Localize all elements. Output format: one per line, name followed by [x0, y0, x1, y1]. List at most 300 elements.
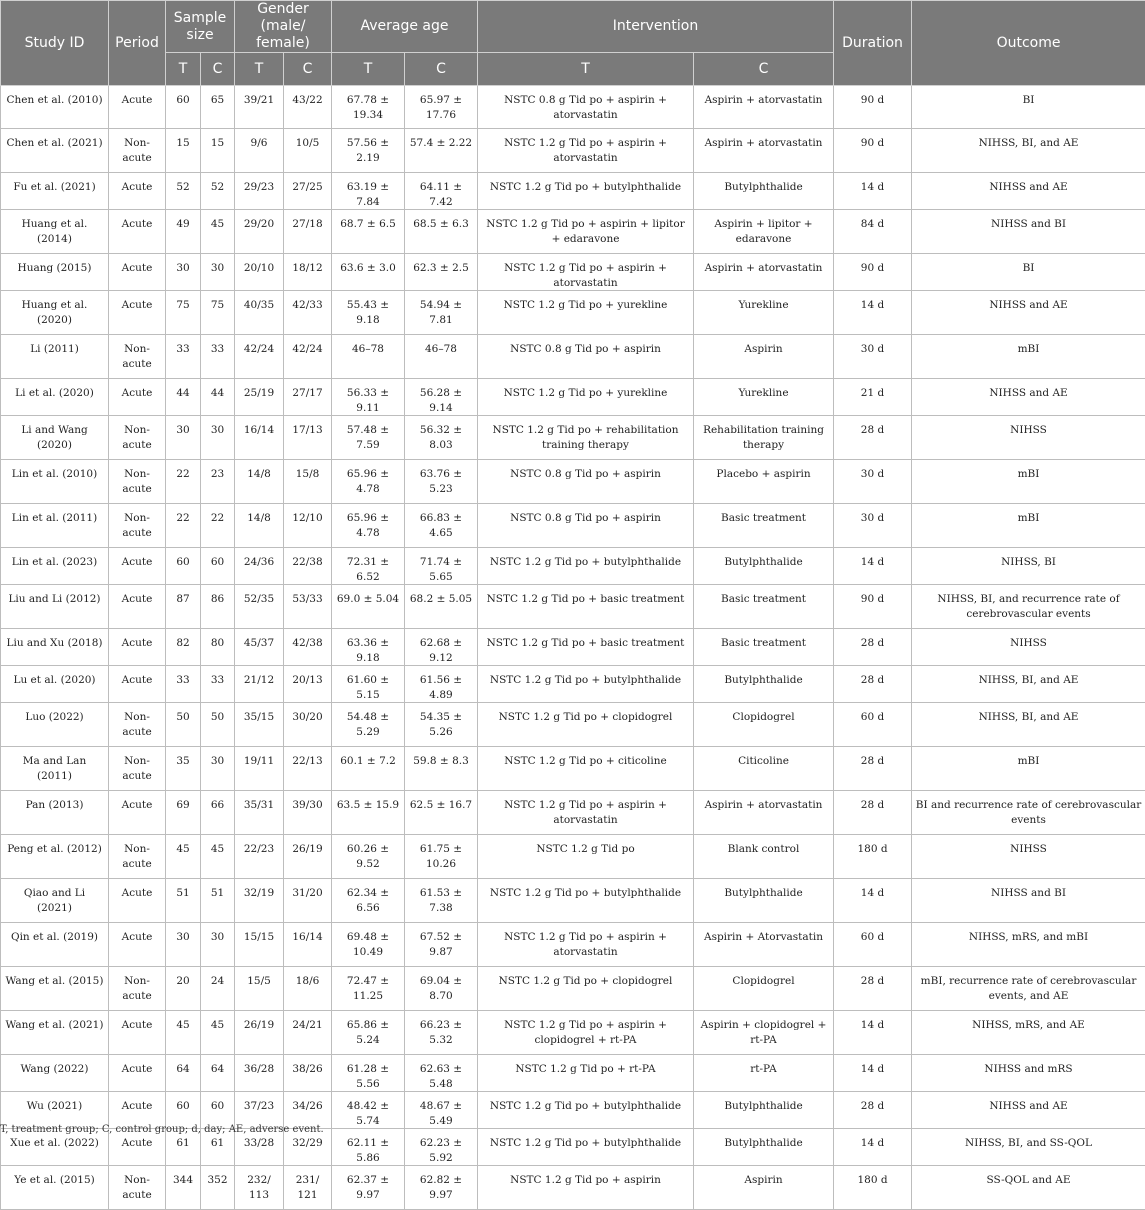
intervention-c-cell: Clopidogrel [694, 703, 834, 747]
outcome-cell: NIHSS and AE [912, 1092, 1145, 1129]
outcome-cell: NIHSS and BI [912, 210, 1145, 254]
gender-t-cell: 14/8 [235, 460, 284, 504]
period-cell: Non-acute [109, 460, 166, 504]
duration-cell: 28 d [834, 747, 912, 791]
study-id-cell: Wu (2021) [1, 1092, 109, 1129]
sample-size-t-cell: 60 [166, 548, 201, 585]
intervention-t-cell: NSTC 1.2 g Tid po + aspirin + lipitor + edaravone [478, 210, 694, 254]
gender-t-cell: 15/15 [235, 923, 284, 967]
intervention-c-cell: Butylphthalide [694, 666, 834, 703]
gender-c-cell: 32/29 [284, 1129, 332, 1166]
table-row [1, 879, 1145, 923]
subheader-age-c: C [405, 53, 478, 86]
average-age-c-cell: 69.04 ± 8.70 [405, 967, 478, 1011]
average-age-c-cell: 67.52 ± 9.87 [405, 923, 478, 967]
average-age-t-cell: 65.96 ± 4.78 [332, 460, 405, 504]
average-age-t-cell: 69.48 ± 10.49 [332, 923, 405, 967]
sample-size-c-cell: 66 [201, 791, 235, 835]
sample-size-c-cell: 22 [201, 504, 235, 548]
period-cell: Acute [109, 210, 166, 254]
study-id-cell: Xue et al. (2022) [1, 1129, 109, 1166]
outcome-cell: NIHSS and BI [912, 879, 1145, 923]
intervention-c-cell: rt-PA [694, 1055, 834, 1092]
study-id-cell: Liu and Xu (2018) [1, 629, 109, 666]
intervention-t-cell: NSTC 0.8 g Tid po + aspirin + atorvastatin [478, 86, 694, 129]
study-id-cell: Ye et al. (2015) [1, 1166, 109, 1210]
sample-size-c-cell: 45 [201, 835, 235, 879]
average-age-t-cell: 62.11 ± 5.86 [332, 1129, 405, 1166]
outcome-cell: mBI [912, 335, 1145, 379]
gender-c-cell: 42/38 [284, 629, 332, 666]
duration-cell: 14 d [834, 1055, 912, 1092]
period-cell: Non-acute [109, 335, 166, 379]
average-age-c-cell: 62.82 ± 9.97 [405, 1166, 478, 1210]
intervention-c-cell: Aspirin [694, 335, 834, 379]
outcome-cell: NIHSS [912, 416, 1145, 460]
study-id-cell: Pan (2013) [1, 791, 109, 835]
sample-size-t-cell: 15 [166, 129, 201, 173]
outcome-cell: NIHSS, BI, and SS-QOL [912, 1129, 1145, 1166]
header-study-id: Study ID [1, 1, 109, 86]
outcome-cell: NIHSS, BI, and AE [912, 129, 1145, 173]
sample-size-t-cell: 87 [166, 585, 201, 629]
average-age-c-cell: 66.23 ± 5.32 [405, 1011, 478, 1055]
gender-c-cell: 38/26 [284, 1055, 332, 1092]
period-cell: Non-acute [109, 967, 166, 1011]
outcome-cell: NIHSS [912, 629, 1145, 666]
gender-c-cell: 31/20 [284, 879, 332, 923]
intervention-t-cell: NSTC 1.2 g Tid po + clopidogrel [478, 703, 694, 747]
gender-t-cell: 9/6 [235, 129, 284, 173]
average-age-c-cell: 62.3 ± 2.5 [405, 254, 478, 291]
header-average-age: Average age [332, 1, 478, 53]
study-id-cell: Lin et al. (2011) [1, 504, 109, 548]
gender-c-cell: 42/24 [284, 335, 332, 379]
average-age-t-cell: 63.36 ± 9.18 [332, 629, 405, 666]
intervention-c-cell: Aspirin + Atorvastatin [694, 923, 834, 967]
average-age-c-cell: 61.56 ± 4.89 [405, 666, 478, 703]
header-intervention: Intervention [478, 1, 834, 53]
period-cell: Non-acute [109, 747, 166, 791]
gender-t-cell: 35/31 [235, 791, 284, 835]
sample-size-t-cell: 61 [166, 1129, 201, 1166]
table-row [1, 747, 1145, 791]
outcome-cell: NIHSS, mRS, and AE [912, 1011, 1145, 1055]
subheader-age-t: T [332, 53, 405, 86]
average-age-t-cell: 63.5 ± 15.9 [332, 791, 405, 835]
gender-c-cell: 27/18 [284, 210, 332, 254]
average-age-c-cell: 71.74 ± 5.65 [405, 548, 478, 585]
study-id-cell: Huang et al. (2014) [1, 210, 109, 254]
average-age-t-cell: 62.37 ± 9.97 [332, 1166, 405, 1210]
gender-t-cell: 15/5 [235, 967, 284, 1011]
table-row [1, 173, 1145, 210]
period-cell: Acute [109, 791, 166, 835]
sample-size-t-cell: 45 [166, 1011, 201, 1055]
gender-t-cell: 40/35 [235, 291, 284, 335]
study-id-cell: Qin et al. (2019) [1, 923, 109, 967]
header-duration: Duration [834, 1, 912, 86]
duration-cell: 84 d [834, 210, 912, 254]
intervention-t-cell: NSTC 1.2 g Tid po + aspirin + atorvastatin [478, 129, 694, 173]
intervention-t-cell: NSTC 1.2 g Tid po + butylphthalide [478, 1129, 694, 1166]
subheader-intervention-t: T [478, 53, 694, 86]
table-row [1, 1055, 1145, 1092]
sample-size-c-cell: 33 [201, 335, 235, 379]
average-age-c-cell: 62.68 ± 9.12 [405, 629, 478, 666]
sample-size-c-cell: 352 [201, 1166, 235, 1210]
intervention-t-cell: NSTC 1.2 g Tid po + aspirin + atorvastatin [478, 791, 694, 835]
study-id-cell: Wang (2022) [1, 1055, 109, 1092]
intervention-t-cell: NSTC 1.2 g Tid po + aspirin + atorvastatin [478, 254, 694, 291]
outcome-cell: NIHSS [912, 835, 1145, 879]
study-id-cell: Liu and Li (2012) [1, 585, 109, 629]
average-age-t-cell: 61.60 ± 5.15 [332, 666, 405, 703]
gender-t-cell: 35/15 [235, 703, 284, 747]
sample-size-c-cell: 60 [201, 548, 235, 585]
period-cell: Acute [109, 585, 166, 629]
sample-size-c-cell: 30 [201, 416, 235, 460]
duration-cell: 180 d [834, 1166, 912, 1210]
period-cell: Non-acute [109, 416, 166, 460]
intervention-c-cell: Basic treatment [694, 504, 834, 548]
table-row [1, 254, 1145, 291]
gender-t-cell: 32/19 [235, 879, 284, 923]
table-row [1, 129, 1145, 173]
intervention-c-cell: Aspirin + clopidogrel + rt-PA [694, 1011, 834, 1055]
gender-t-cell: 22/23 [235, 835, 284, 879]
period-cell: Acute [109, 1129, 166, 1166]
duration-cell: 21 d [834, 379, 912, 416]
outcome-cell: NIHSS, BI, and AE [912, 703, 1145, 747]
gender-c-cell: 43/22 [284, 86, 332, 129]
gender-c-cell: 231/ 121 [284, 1166, 332, 1210]
period-cell: Non-acute [109, 504, 166, 548]
average-age-c-cell: 61.75 ± 10.26 [405, 835, 478, 879]
period-cell: Acute [109, 379, 166, 416]
intervention-t-cell: NSTC 1.2 g Tid po + butylphthalide [478, 666, 694, 703]
average-age-t-cell: 48.42 ± 5.74 [332, 1092, 405, 1129]
table-row [1, 666, 1145, 703]
table-row [1, 835, 1145, 879]
average-age-t-cell: 67.78 ± 19.34 [332, 86, 405, 129]
average-age-t-cell: 72.31 ± 6.52 [332, 548, 405, 585]
gender-t-cell: 29/23 [235, 173, 284, 210]
gender-t-cell: 24/36 [235, 548, 284, 585]
subheader-sample-c: C [201, 53, 235, 86]
table-row [1, 629, 1145, 666]
table-row [1, 210, 1145, 254]
gender-t-cell: 29/20 [235, 210, 284, 254]
duration-cell: 28 d [834, 666, 912, 703]
intervention-t-cell: NSTC 1.2 g Tid po + yurekline [478, 291, 694, 335]
sample-size-t-cell: 30 [166, 923, 201, 967]
average-age-c-cell: 62.63 ± 5.48 [405, 1055, 478, 1092]
intervention-c-cell: Butylphthalide [694, 879, 834, 923]
average-age-t-cell: 56.33 ± 9.11 [332, 379, 405, 416]
duration-cell: 28 d [834, 967, 912, 1011]
average-age-t-cell: 46–78 [332, 335, 405, 379]
gender-t-cell: 16/14 [235, 416, 284, 460]
intervention-t-cell: NSTC 1.2 g Tid po [478, 835, 694, 879]
study-id-cell: Fu et al. (2021) [1, 173, 109, 210]
gender-c-cell: 53/33 [284, 585, 332, 629]
duration-cell: 60 d [834, 923, 912, 967]
sample-size-t-cell: 75 [166, 291, 201, 335]
average-age-t-cell: 60.1 ± 7.2 [332, 747, 405, 791]
sample-size-c-cell: 30 [201, 923, 235, 967]
study-id-cell: Li and Wang (2020) [1, 416, 109, 460]
sample-size-t-cell: 64 [166, 1055, 201, 1092]
duration-cell: 14 d [834, 548, 912, 585]
intervention-c-cell: Basic treatment [694, 585, 834, 629]
gender-c-cell: 22/13 [284, 747, 332, 791]
table-body [1, 86, 1145, 1210]
sample-size-c-cell: 30 [201, 747, 235, 791]
study-id-cell: Qiao and Li (2021) [1, 879, 109, 923]
duration-cell: 14 d [834, 291, 912, 335]
average-age-c-cell: 54.35 ± 5.26 [405, 703, 478, 747]
gender-c-cell: 24/21 [284, 1011, 332, 1055]
sample-size-c-cell: 45 [201, 210, 235, 254]
sample-size-t-cell: 22 [166, 460, 201, 504]
subheader-gender-c: C [284, 53, 332, 86]
gender-c-cell: 20/13 [284, 666, 332, 703]
sample-size-t-cell: 45 [166, 835, 201, 879]
intervention-c-cell: Butylphthalide [694, 1092, 834, 1129]
average-age-c-cell: 59.8 ± 8.3 [405, 747, 478, 791]
gender-c-cell: 26/19 [284, 835, 332, 879]
study-id-cell: Chen et al. (2021) [1, 129, 109, 173]
study-id-cell: Chen et al. (2010) [1, 86, 109, 129]
gender-c-cell: 30/20 [284, 703, 332, 747]
table-row [1, 379, 1145, 416]
table-row [1, 703, 1145, 747]
study-id-cell: Lin et al. (2010) [1, 460, 109, 504]
period-cell: Acute [109, 666, 166, 703]
sample-size-t-cell: 30 [166, 416, 201, 460]
table-row [1, 548, 1145, 585]
intervention-t-cell: NSTC 1.2 g Tid po + aspirin [478, 1166, 694, 1210]
intervention-c-cell: Yurekline [694, 291, 834, 335]
gender-t-cell: 14/8 [235, 504, 284, 548]
study-id-cell: Ma and Lan (2011) [1, 747, 109, 791]
intervention-c-cell: Clopidogrel [694, 967, 834, 1011]
study-id-cell: Lin et al. (2023) [1, 548, 109, 585]
outcome-cell: NIHSS, BI, and AE [912, 666, 1145, 703]
average-age-c-cell: 54.94 ± 7.81 [405, 291, 478, 335]
duration-cell: 28 d [834, 416, 912, 460]
period-cell: Acute [109, 629, 166, 666]
average-age-c-cell: 64.11 ± 7.42 [405, 173, 478, 210]
average-age-c-cell: 56.28 ± 9.14 [405, 379, 478, 416]
intervention-t-cell: NSTC 1.2 g Tid po + butylphthalide [478, 173, 694, 210]
average-age-t-cell: 65.96 ± 4.78 [332, 504, 405, 548]
gender-t-cell: 232/ 113 [235, 1166, 284, 1210]
table-row [1, 335, 1145, 379]
intervention-t-cell: NSTC 1.2 g Tid po + basic treatment [478, 629, 694, 666]
gender-c-cell: 16/14 [284, 923, 332, 967]
intervention-t-cell: NSTC 1.2 g Tid po + aspirin + atorvastatin [478, 923, 694, 967]
period-cell: Acute [109, 1011, 166, 1055]
study-id-cell: Huang et al. (2020) [1, 291, 109, 335]
gender-t-cell: 52/35 [235, 585, 284, 629]
period-cell: Acute [109, 291, 166, 335]
intervention-c-cell: Yurekline [694, 379, 834, 416]
intervention-c-cell: Basic treatment [694, 629, 834, 666]
outcome-cell: mBI [912, 460, 1145, 504]
gender-c-cell: 18/6 [284, 967, 332, 1011]
header-gender: Gender (male/ female) [235, 1, 332, 53]
average-age-t-cell: 60.26 ± 9.52 [332, 835, 405, 879]
sample-size-c-cell: 86 [201, 585, 235, 629]
sample-size-c-cell: 50 [201, 703, 235, 747]
gender-c-cell: 42/33 [284, 291, 332, 335]
sample-size-c-cell: 44 [201, 379, 235, 416]
sample-size-c-cell: 64 [201, 1055, 235, 1092]
intervention-c-cell: Aspirin + atorvastatin [694, 86, 834, 129]
sample-size-c-cell: 15 [201, 129, 235, 173]
duration-cell: 14 d [834, 173, 912, 210]
gender-c-cell: 17/13 [284, 416, 332, 460]
intervention-c-cell: Placebo + aspirin [694, 460, 834, 504]
period-cell: Acute [109, 1092, 166, 1129]
outcome-cell: mBI, recurrence rate of cerebrovascular events, and AE [912, 967, 1145, 1011]
table-row [1, 923, 1145, 967]
study-id-cell: Wang et al. (2015) [1, 967, 109, 1011]
sample-size-t-cell: 50 [166, 703, 201, 747]
table-row [1, 791, 1145, 835]
sample-size-t-cell: 60 [166, 1092, 201, 1129]
sample-size-c-cell: 60 [201, 1092, 235, 1129]
sample-size-c-cell: 24 [201, 967, 235, 1011]
average-age-c-cell: 48.67 ± 5.49 [405, 1092, 478, 1129]
gender-t-cell: 21/12 [235, 666, 284, 703]
table-row [1, 585, 1145, 629]
sample-size-t-cell: 44 [166, 379, 201, 416]
outcome-cell: SS-QOL and AE [912, 1166, 1145, 1210]
average-age-c-cell: 61.53 ± 7.38 [405, 879, 478, 923]
intervention-c-cell: Aspirin [694, 1166, 834, 1210]
period-cell: Acute [109, 923, 166, 967]
gender-t-cell: 42/24 [235, 335, 284, 379]
intervention-t-cell: NSTC 1.2 g Tid po + aspirin + clopidogrel + rt-PA [478, 1011, 694, 1055]
sample-size-c-cell: 23 [201, 460, 235, 504]
gender-t-cell: 25/19 [235, 379, 284, 416]
period-cell: Acute [109, 548, 166, 585]
average-age-c-cell: 62.23 ± 5.92 [405, 1129, 478, 1166]
period-cell: Non-acute [109, 703, 166, 747]
outcome-cell: NIHSS and mRS [912, 1055, 1145, 1092]
study-id-cell: Lu et al. (2020) [1, 666, 109, 703]
average-age-t-cell: 65.86 ± 5.24 [332, 1011, 405, 1055]
study-id-cell: Wang et al. (2021) [1, 1011, 109, 1055]
sample-size-t-cell: 33 [166, 666, 201, 703]
sample-size-c-cell: 75 [201, 291, 235, 335]
intervention-t-cell: NSTC 0.8 g Tid po + aspirin [478, 335, 694, 379]
gender-c-cell: 15/8 [284, 460, 332, 504]
intervention-t-cell: NSTC 1.2 g Tid po + rehabilitation training therapy [478, 416, 694, 460]
duration-cell: 90 d [834, 86, 912, 129]
outcome-cell: NIHSS and AE [912, 379, 1145, 416]
header-period: Period [109, 1, 166, 86]
sample-size-t-cell: 51 [166, 879, 201, 923]
sample-size-t-cell: 344 [166, 1166, 201, 1210]
header-outcome: Outcome [912, 1, 1145, 86]
average-age-c-cell: 68.5 ± 6.3 [405, 210, 478, 254]
average-age-t-cell: 61.28 ± 5.56 [332, 1055, 405, 1092]
outcome-cell: BI [912, 254, 1145, 291]
gender-c-cell: 27/25 [284, 173, 332, 210]
intervention-c-cell: Butylphthalide [694, 548, 834, 585]
sample-size-t-cell: 30 [166, 254, 201, 291]
sample-size-t-cell: 49 [166, 210, 201, 254]
study-id-cell: Li (2011) [1, 335, 109, 379]
gender-c-cell: 34/26 [284, 1092, 332, 1129]
average-age-t-cell: 55.43 ± 9.18 [332, 291, 405, 335]
intervention-t-cell: NSTC 0.8 g Tid po + aspirin [478, 460, 694, 504]
intervention-t-cell: NSTC 1.2 g Tid po + citicoline [478, 747, 694, 791]
period-cell: Acute [109, 86, 166, 129]
gender-t-cell: 45/37 [235, 629, 284, 666]
period-cell: Non-acute [109, 1166, 166, 1210]
table-row [1, 460, 1145, 504]
sample-size-t-cell: 52 [166, 173, 201, 210]
intervention-c-cell: Aspirin + atorvastatin [694, 254, 834, 291]
intervention-c-cell: Citicoline [694, 747, 834, 791]
duration-cell: 90 d [834, 129, 912, 173]
outcome-cell: NIHSS and AE [912, 173, 1145, 210]
intervention-t-cell: NSTC 1.2 g Tid po + butylphthalide [478, 1092, 694, 1129]
duration-cell: 180 d [834, 835, 912, 879]
average-age-c-cell: 46–78 [405, 335, 478, 379]
gender-c-cell: 10/5 [284, 129, 332, 173]
gender-c-cell: 39/30 [284, 791, 332, 835]
intervention-t-cell: NSTC 1.2 g Tid po + butylphthalide [478, 548, 694, 585]
sample-size-t-cell: 82 [166, 629, 201, 666]
table-footnote: T, treatment group; C, control group; d, day; AE, adverse event. [0, 1124, 324, 1135]
table-header [1, 1, 1145, 86]
intervention-t-cell: NSTC 1.2 g Tid po + rt-PA [478, 1055, 694, 1092]
table-row [1, 1092, 1145, 1129]
gender-t-cell: 37/23 [235, 1092, 284, 1129]
sample-size-c-cell: 45 [201, 1011, 235, 1055]
intervention-c-cell: Blank control [694, 835, 834, 879]
average-age-t-cell: 69.0 ± 5.04 [332, 585, 405, 629]
average-age-t-cell: 57.48 ± 7.59 [332, 416, 405, 460]
sample-size-c-cell: 33 [201, 666, 235, 703]
gender-t-cell: 19/11 [235, 747, 284, 791]
average-age-t-cell: 54.48 ± 5.29 [332, 703, 405, 747]
intervention-c-cell: Aspirin + atorvastatin [694, 129, 834, 173]
gender-t-cell: 26/19 [235, 1011, 284, 1055]
intervention-t-cell: NSTC 0.8 g Tid po + aspirin [478, 504, 694, 548]
duration-cell: 60 d [834, 703, 912, 747]
sample-size-t-cell: 35 [166, 747, 201, 791]
table-row [1, 291, 1145, 335]
sample-size-t-cell: 33 [166, 335, 201, 379]
gender-t-cell: 33/28 [235, 1129, 284, 1166]
average-age-c-cell: 68.2 ± 5.05 [405, 585, 478, 629]
duration-cell: 14 d [834, 1129, 912, 1166]
average-age-t-cell: 72.47 ± 11.25 [332, 967, 405, 1011]
sample-size-t-cell: 22 [166, 504, 201, 548]
gender-c-cell: 27/17 [284, 379, 332, 416]
study-id-cell: Li et al. (2020) [1, 379, 109, 416]
period-cell: Non-acute [109, 129, 166, 173]
outcome-cell: NIHSS and AE [912, 291, 1145, 335]
intervention-c-cell: Butylphthalide [694, 173, 834, 210]
